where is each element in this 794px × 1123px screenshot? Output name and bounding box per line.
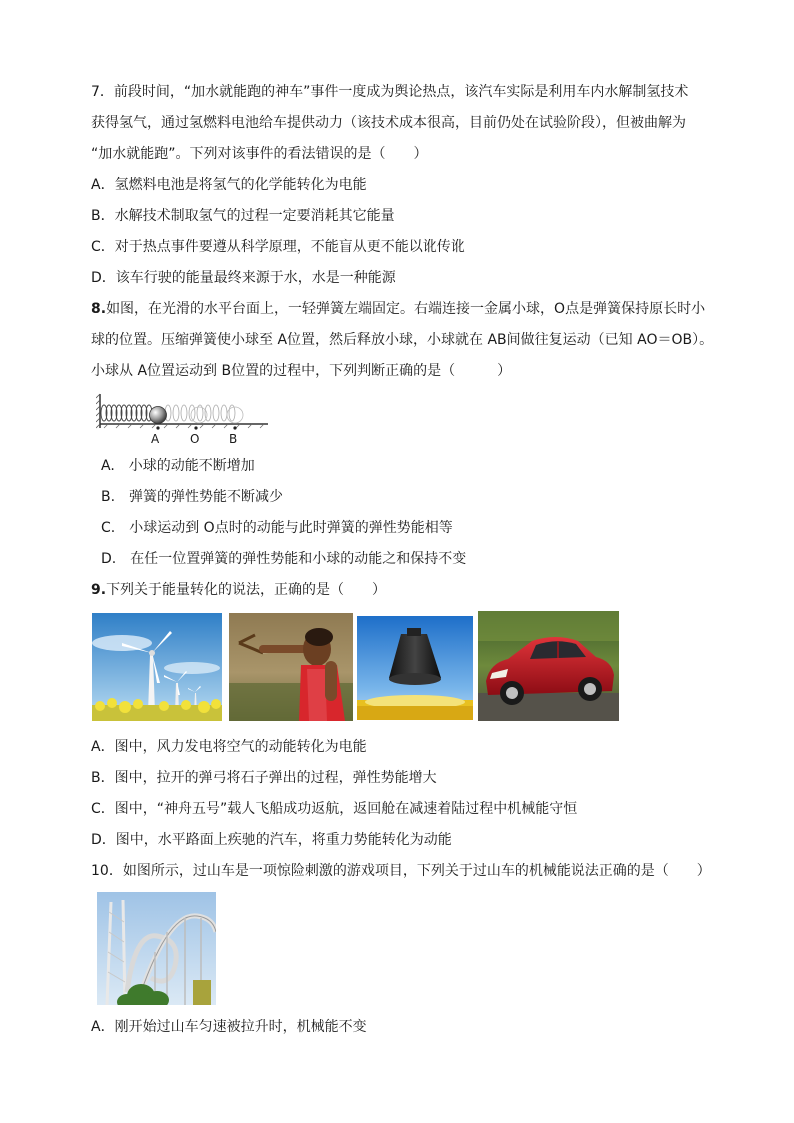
spring-ball-figure — [96, 392, 271, 448]
q7-line-1: 7．前段时间，“加水就能跑的神车”事件一度成为舆论热点，该汽车实际是利用车内水解制氢技术 — [91, 84, 689, 100]
red-car-image — [478, 611, 619, 721]
q7-line-2: 获得氢气，通过氢燃料电池给车提供动力（该技术成本很高，目前仍处在试验阶段），但被曲解为 — [91, 115, 686, 131]
q10-option-a: A．刚开始过山车匀速被拉升时，机械能不变 — [91, 1019, 367, 1035]
q10-line-1: 10．如图所示，过山车是一项惊险刺激的游戏项目，下列关于过山车的机械能说法正确的是（ ） — [91, 863, 711, 879]
q9-number: 9. — [91, 582, 107, 598]
q9-option-a: A．图中，风力发电将空气的动能转化为电能 — [91, 739, 367, 755]
q8-line-1-text: 如图，在光滑的水平台面上，一轻弹簧左端固定。右端连接一金属小球，O点是弹簧保持原长时小 — [106, 301, 706, 317]
q9-option-b: B．图中，拉开的弹弓将石子弹出的过程，弹性势能增大 — [91, 770, 437, 786]
label-b: B — [229, 432, 238, 446]
q9-option-c: C．图中，“神舟五号”载人飞船成功返航，返回舱在减速着陆过程中机械能守恒 — [91, 801, 578, 817]
q7-line-3: “加水就能跑”。下列对该事件的看法错误的是（ ） — [91, 146, 428, 162]
q9-line-1 — [91, 581, 386, 599]
label-a: A — [151, 432, 160, 446]
q7-option-a: A．氢燃料电池是将氢气的化学能转化为电能 — [91, 177, 367, 193]
q8-option-b: B. 弹簧的弹性势能不断减少 — [101, 489, 284, 505]
roller-coaster-image — [97, 892, 216, 1005]
q8-line-2: 球的位置。压缩弹簧使小球至 A位置，然后释放小球，小球就在 AB间做往复运动（已知 AO＝OB）。 — [91, 332, 714, 348]
q8-line-3: 小球从 A位置运动到 B位置的过程中，下列判断正确的是（ ） — [91, 363, 512, 379]
q7-option-c: C．对于热点事件要遵从科学原理，不能盲从更不能以讹传讹 — [91, 239, 465, 255]
q9-option-d: D．图中，水平路面上疾驰的汽车，将重力势能转化为动能 — [91, 832, 452, 848]
spring-diagram — [96, 392, 271, 448]
wind-turbine-image — [92, 613, 222, 721]
q9-line-1-text: 下列关于能量转化的说法，正确的是（ ） — [106, 582, 387, 598]
q8-option-a: A. 小球的动能不断增加 — [101, 458, 255, 474]
capsule-image — [357, 616, 473, 720]
q8-number: 8. — [91, 301, 107, 317]
label-o: O — [190, 432, 200, 446]
q8-option-d: D. 在任一位置弹簧的弹性势能和小球的动能之和保持不变 — [101, 551, 467, 567]
q7-option-b: B．水解技术制取氢气的过程一定要消耗其它能量 — [91, 208, 395, 224]
metal-ball — [150, 407, 167, 424]
q8-option-c: C. 小球运动到 O点时的动能与此时弹簧的弹性势能相等 — [101, 520, 453, 536]
q8-line-1 — [91, 300, 705, 318]
slingshot-boy-image — [229, 613, 353, 721]
q7-option-d: D．该车行驶的能量最终来源于水，水是一种能源 — [91, 270, 396, 286]
